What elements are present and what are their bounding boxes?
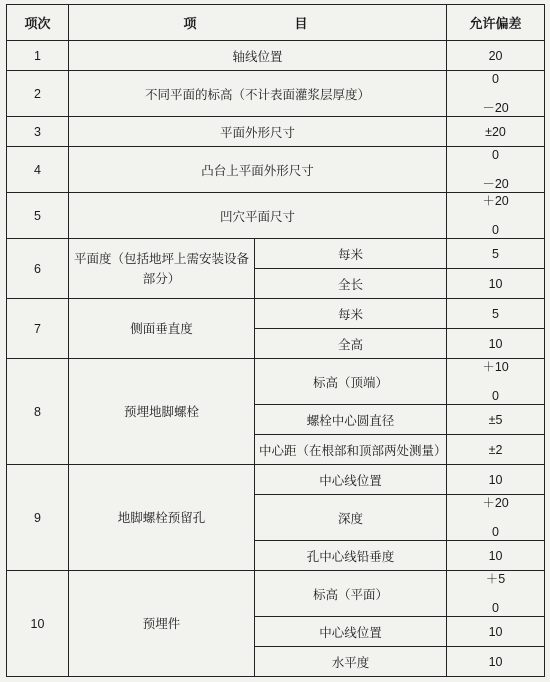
row-tolerance xyxy=(447,193,545,239)
table-row xyxy=(7,193,545,239)
row-subitem: 每米 xyxy=(255,299,447,329)
row-no: 7 xyxy=(7,299,69,359)
table-row xyxy=(7,239,545,269)
row-item: 凸台上平面外形尺寸 xyxy=(69,147,447,193)
table-row xyxy=(7,465,545,495)
row-tolerance xyxy=(447,71,545,117)
tolerance-lower: －20 xyxy=(482,177,509,191)
row-category: 预埋件 xyxy=(69,571,255,677)
tolerance-upper: 0 xyxy=(492,148,499,162)
row-no: 10 xyxy=(7,571,69,677)
tolerance-upper: ＋5 xyxy=(485,572,506,586)
tolerance-lower: 0 xyxy=(492,525,499,539)
row-subitem: 每米 xyxy=(255,239,447,269)
row-no: 6 xyxy=(7,239,69,299)
row-subitem: 标高（顶端） xyxy=(255,359,447,405)
header-row xyxy=(7,5,545,41)
row-subitem: 螺栓中心圆直径 xyxy=(255,405,447,435)
table-row xyxy=(7,147,545,193)
tolerance-lower: 0 xyxy=(492,601,499,615)
row-tolerance: 10 xyxy=(447,269,545,299)
row-category: 侧面垂直度 xyxy=(69,299,255,359)
row-tolerance: 10 xyxy=(447,541,545,571)
row-tolerance: 10 xyxy=(447,465,545,495)
row-subitem: 深度 xyxy=(255,495,447,541)
row-item: 凹穴平面尺寸 xyxy=(69,193,447,239)
tolerance-upper: ＋20 xyxy=(482,194,509,208)
row-tolerance: 10 xyxy=(447,617,545,647)
row-subitem: 水平度 xyxy=(255,647,447,677)
row-subitem: 孔中心线铅垂度 xyxy=(255,541,447,571)
row-subitem: 中心线位置 xyxy=(255,617,447,647)
tolerance-upper: 0 xyxy=(492,72,499,86)
row-item: 不同平面的标高（不计表面灌浆层厚度） xyxy=(69,71,447,117)
row-no: 2 xyxy=(7,71,69,117)
row-subitem: 中心线位置 xyxy=(255,465,447,495)
row-subitem: 全高 xyxy=(255,329,447,359)
table-row xyxy=(7,299,545,329)
table-row xyxy=(7,571,545,617)
table-row xyxy=(7,359,545,405)
header-item: 项 目 xyxy=(69,5,447,41)
row-tolerance xyxy=(447,495,545,541)
tolerance-table xyxy=(6,4,545,677)
row-tolerance xyxy=(447,359,545,405)
table-row xyxy=(7,71,545,117)
row-item: 平面外形尺寸 xyxy=(69,117,447,147)
row-no: 1 xyxy=(7,41,69,71)
row-no: 8 xyxy=(7,359,69,465)
row-subitem: 中心距（在根部和顶部两处测量） xyxy=(255,435,447,465)
tolerance-upper: ＋20 xyxy=(482,496,509,510)
header-tolerance: 允许偏差 xyxy=(447,5,545,41)
row-tolerance: 10 xyxy=(447,329,545,359)
tolerance-upper: ＋10 xyxy=(482,360,509,374)
tolerance-lower: －20 xyxy=(482,101,509,115)
tolerance-lower: 0 xyxy=(492,223,499,237)
tolerance-lower: 0 xyxy=(492,389,499,403)
row-category: 预埋地脚螺栓 xyxy=(69,359,255,465)
row-tolerance: ±20 xyxy=(447,117,545,147)
row-tolerance: 10 xyxy=(447,647,545,677)
row-tolerance: 20 xyxy=(447,41,545,71)
row-no: 5 xyxy=(7,193,69,239)
row-no: 3 xyxy=(7,117,69,147)
row-category: 地脚螺栓预留孔 xyxy=(69,465,255,571)
table-row xyxy=(7,117,545,147)
row-tolerance: ±5 xyxy=(447,405,545,435)
row-subitem: 全长 xyxy=(255,269,447,299)
row-no: 9 xyxy=(7,465,69,571)
row-tolerance: 5 xyxy=(447,239,545,269)
row-subitem: 标高（平面） xyxy=(255,571,447,617)
row-tolerance xyxy=(447,147,545,193)
row-tolerance xyxy=(447,571,545,617)
table-row xyxy=(7,41,545,71)
row-no: 4 xyxy=(7,147,69,193)
row-tolerance: ±2 xyxy=(447,435,545,465)
row-category: 平面度（包括地坪上需安装设备部分） xyxy=(69,239,255,299)
header-no: 项次 xyxy=(7,5,69,41)
row-tolerance: 5 xyxy=(447,299,545,329)
row-item: 轴线位置 xyxy=(69,41,447,71)
